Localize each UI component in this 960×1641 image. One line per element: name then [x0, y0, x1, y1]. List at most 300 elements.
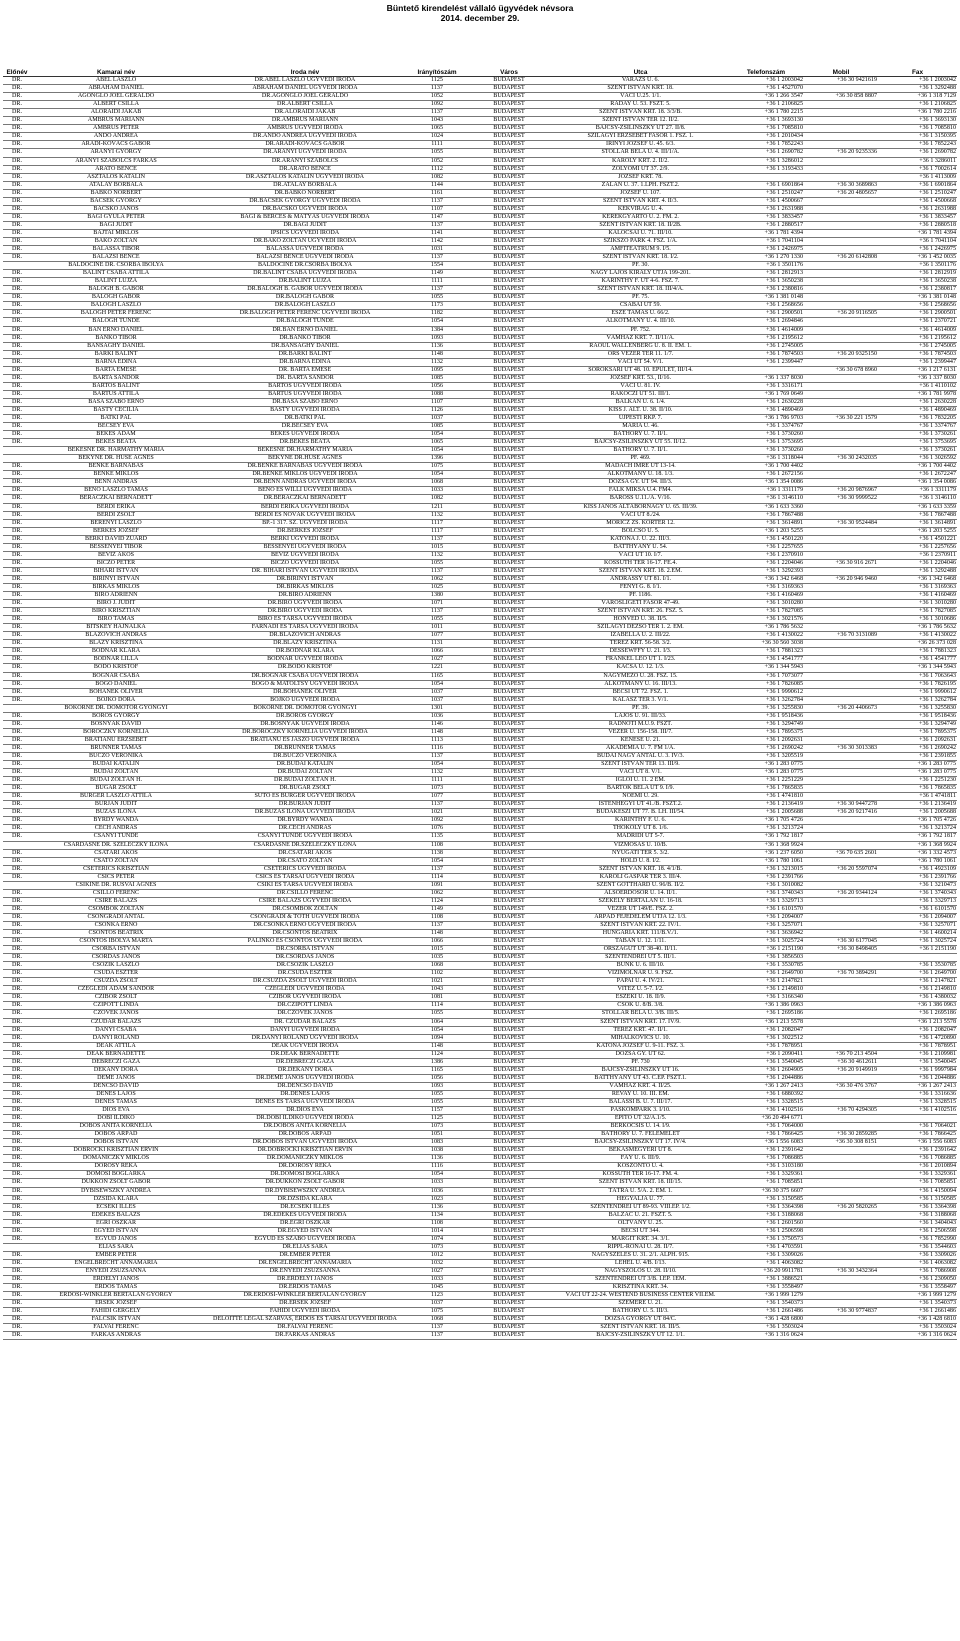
cell-city: BUDAPEST [465, 278, 553, 286]
cell-phone: +36 1 3309026 [728, 1251, 804, 1259]
cell-city: BUDAPEST [465, 1308, 553, 1316]
cell-chamber-name: BANKÓ TIBOR [31, 334, 201, 342]
cell-city: BUDAPEST [465, 1259, 553, 1267]
table-row [3, 1058, 957, 1066]
cell-chamber-name: BUDAI ZOLTÁN [31, 769, 201, 777]
table-row [3, 133, 957, 141]
cell-mobile: +36 30 3689863 [804, 181, 878, 189]
table-row [3, 704, 957, 712]
cell-phone: +36 1 3329361 [728, 1171, 804, 1179]
cell-phone: +36 1 213 5578 [728, 1018, 804, 1026]
cell-chamber-name: AMBRUS PÉTER [31, 125, 201, 133]
cell-fax: +36 1 4614009 [878, 326, 957, 334]
cell-chamber-name: BEVIZ ÁKOS [31, 551, 201, 559]
cell-fax: +36 1 3329361 [878, 1171, 957, 1179]
cell-fax: +36 1 3730261 [878, 431, 957, 439]
table-row [3, 109, 957, 117]
cell-mobile [804, 221, 878, 229]
cell-phone: +36 1 270 1330 [728, 254, 804, 262]
table-row [3, 173, 957, 181]
cell-postal-code: 1107 [409, 398, 465, 406]
cell-office-name: BODNÁR ÜGYVÉDI IRODA [201, 656, 409, 664]
cell-fax: +36 1 2695186 [878, 1010, 957, 1018]
cell-street: NAGYMEZŐ U. 28. FSZ. 15. [553, 672, 728, 680]
cell-fax: +36 1 3530785 [878, 962, 957, 970]
cell-mobile [804, 213, 878, 221]
cell-prefix: DR. [3, 1187, 31, 1195]
cell-office-name: DR.BALOGH TÜNDE [201, 318, 409, 326]
cell-fax: +36 1 2649700 [878, 970, 957, 978]
cell-fax: +36 1 7002614 [878, 165, 957, 173]
cell-street: VÁMHÁZ KRT. 4. II/25. [553, 1082, 728, 1090]
cell-chamber-name: BEKES BEÁTA [31, 439, 201, 447]
cell-postal-code: 1074 [409, 1235, 465, 1243]
cell-office-name: DR.BÍRÓ ÜGYVÉDI IRODA [201, 608, 409, 616]
cell-city: BUDAPEST [465, 624, 553, 632]
cell-office-name: BEVIZ ÜGYVÉDI IRODA [201, 551, 409, 559]
cell-chamber-name: DANYI CSABA [31, 1026, 201, 1034]
table-row [3, 600, 957, 608]
table-row [3, 1090, 957, 1098]
cell-office-name: DR.AGONGLO JOEL GÉRALDO [201, 93, 409, 101]
cell-mobile [804, 1227, 878, 1235]
cell-fax: +36 1 3292488 [878, 567, 957, 575]
cell-city: BUDAPEST [465, 744, 553, 752]
cell-chamber-name: ÉLIÁS SÁRA [31, 1243, 201, 1251]
cell-phone: +36 1 2391766 [728, 873, 804, 881]
cell-prefix: DR. [3, 1058, 31, 1066]
cell-postal-code: 1137 [409, 197, 465, 205]
cell-chamber-name: BACSEK GYÖRGY [31, 197, 201, 205]
cell-street: ORSZÁGÚT ÚT 38-40. II/11. [553, 946, 728, 954]
table-row [3, 777, 957, 785]
cell-phone: +36 20 494 6771 [728, 1115, 804, 1123]
cell-phone: +36 1 3329713 [728, 897, 804, 905]
cell-phone: +36 30 560 3038 [728, 640, 804, 648]
cell-postal-code: 1137 [409, 608, 465, 616]
table-row [3, 575, 957, 583]
cell-prefix: DR. [3, 728, 31, 736]
cell-postal-code: 1137 [409, 221, 465, 229]
cell-street: VÁMHÁZ KRT. 7. II/11/A. [553, 334, 728, 342]
cell-prefix: DR. [3, 1034, 31, 1042]
table-row [3, 664, 957, 672]
table-row [3, 1284, 957, 1292]
cell-phone: +36 1 7041104 [728, 237, 804, 245]
cell-street: OLTVÁNY U. 25. [553, 1219, 728, 1227]
cell-postal-code: 1137 [409, 286, 465, 294]
cell-office-name: BOKORNÉ DR. DÖMÖTÖR GYÖNGYI [201, 704, 409, 712]
cell-city: BUDAPEST [465, 431, 553, 439]
table-row [3, 688, 957, 696]
cell-chamber-name: BÉRDI ERIKA [31, 503, 201, 511]
cell-street: TÁTRA U. 5/A. 2. EM. 1. [553, 1187, 728, 1195]
cell-street: SZÉKELY BERTALAN U. 16-18. [553, 897, 728, 905]
cell-fax: +36 1 3311179 [878, 487, 957, 495]
cell-chamber-name: BOGÓ DÁNIEL [31, 680, 201, 688]
table-row [3, 1179, 957, 1187]
cell-prefix: DR. [3, 1219, 31, 1227]
cell-phone: +36 1 3856503 [728, 954, 804, 962]
cell-postal-code: 1107 [409, 205, 465, 213]
cell-postal-code: 1035 [409, 954, 465, 962]
table-row [3, 334, 957, 342]
cell-mobile: +36 30 221 1579 [804, 415, 878, 423]
cell-prefix: DR. [3, 680, 31, 688]
cell-street: PF. 39. [553, 704, 728, 712]
cell-fax: +36 1 3540045 [878, 1058, 957, 1066]
cell-postal-code: 1038 [409, 1147, 465, 1155]
cell-postal-code: 1045 [409, 1284, 465, 1292]
cell-phone: +36 1 2601560 [728, 1219, 804, 1227]
cell-office-name: DR.CSÓZIK LÁSZLÓ [201, 962, 409, 970]
attorney-table [3, 69, 957, 1340]
header-postal-code: Irányítószám [409, 69, 465, 77]
cell-phone: +36 1 2604905 [728, 1066, 804, 1074]
cell-chamber-name: BÍRÓ ADRIENN [31, 592, 201, 600]
cell-office-name: DR.BUDAI ZOLTÁN H. [201, 777, 409, 785]
table-row [3, 511, 957, 519]
cell-phone: +36 1 316 0624 [728, 1332, 804, 1340]
document-date: 2014. december 29. [440, 13, 520, 23]
cell-mobile: +36 20 4805657 [804, 189, 878, 197]
cell-prefix: DR. [3, 125, 31, 133]
cell-postal-code: 1136 [409, 1203, 465, 1211]
cell-postal-code: 1554 [409, 262, 465, 270]
cell-prefix: DR. [3, 1324, 31, 1332]
cell-phone: +36 1 3374767 [728, 423, 804, 431]
cell-fax: +36 1 344 5943 [878, 664, 957, 672]
cell-phone: +36 1 3193433 [728, 165, 804, 173]
cell-city: BUDAPEST [465, 1267, 553, 1275]
cell-postal-code: 1132 [409, 358, 465, 366]
cell-phone: +36 1 4160469 [728, 592, 804, 600]
cell-street: ESZÉKI U. 18. II/9. [553, 994, 728, 1002]
cell-chamber-name: DEÁK BERNADETTE [31, 1050, 201, 1058]
cell-fax: +36 1 3730261 [878, 447, 957, 455]
cell-mobile [804, 567, 878, 575]
table-row [3, 149, 957, 157]
table-row [3, 913, 957, 921]
cell-postal-code: 1055 [409, 616, 465, 624]
cell-phone: +36 1 3294749 [728, 720, 804, 728]
cell-office-name: DR.EDEKÉS ÜGYVÉDI IRODA [201, 1211, 409, 1219]
cell-postal-code: 1386 [409, 1058, 465, 1066]
cell-fax: +36 1 700 4402 [878, 463, 957, 471]
cell-office-name: DR.BACSEK GYÖRGY ÜGYVÉDI IRODA [201, 197, 409, 205]
table-row [3, 77, 957, 85]
table-row [3, 141, 957, 149]
cell-city: BUDAPEST [465, 1042, 553, 1050]
cell-street: JÓZSEF U. 107. [553, 189, 728, 197]
cell-mobile [804, 133, 878, 141]
cell-mobile: +36 20 5597074 [804, 865, 878, 873]
cell-street: RADNÓTI M.U.9. FSZT. [553, 720, 728, 728]
cell-city: BUDAPEST [465, 149, 553, 157]
header-phone: Telefonszám [728, 69, 804, 77]
cell-office-name: DR.DÖMÖSI BOGLÁRKA [201, 1171, 409, 1179]
cell-prefix: DR. [3, 986, 31, 994]
cell-fax: +36 1 4063082 [878, 1259, 957, 1267]
cell-postal-code: 1108 [409, 841, 465, 849]
cell-street: SZENT ISTVÁN KRT. 18. 3/3/B. [553, 109, 728, 117]
cell-fax: +36 1 7827085 [878, 608, 957, 616]
cell-phone: +36 1 3614891 [728, 519, 804, 527]
cell-prefix: DR. [3, 1115, 31, 1123]
cell-street: VÁCI U. 81. IV. [553, 382, 728, 390]
cell-phone: +36 1 3740343 [728, 889, 804, 897]
table-body [3, 77, 957, 1340]
cell-postal-code: 1071 [409, 600, 465, 608]
cell-phone: +36 1 3311179 [728, 487, 804, 495]
cell-city: BUDAPEST [465, 640, 553, 648]
table-row [3, 962, 957, 970]
cell-chamber-name: BENKE BARNABÁS [31, 463, 201, 471]
cell-chamber-name: CZIBOR ZSOLT [31, 994, 201, 1002]
cell-street: KRISZTINA KRT. 34. [553, 1284, 728, 1292]
cell-fax: +36 1 3257071 [878, 921, 957, 929]
cell-postal-code: 1136 [409, 1155, 465, 1163]
cell-street: CSABAI ÚT 59. [553, 302, 728, 310]
cell-mobile [804, 962, 878, 970]
cell-mobile [804, 527, 878, 535]
cell-mobile [804, 913, 878, 921]
table-row [3, 1251, 957, 1259]
cell-office-name: DR.ARADI-KOVÁCS GÁBOR [201, 141, 409, 149]
cell-fax: +36 1 4150094 [878, 1187, 957, 1195]
cell-phone: +36 1 3730260 [728, 431, 804, 439]
table-row [3, 487, 957, 495]
cell-fax: +36 1 3188068 [878, 1211, 957, 1219]
cell-city: BUDAPEST [465, 1074, 553, 1082]
cell-office-name: DR.CSATÓ ZOLTÁN [201, 857, 409, 865]
cell-fax: +36 1 7085810 [878, 125, 957, 133]
cell-city: BUDAPEST [465, 575, 553, 583]
table-row [3, 221, 957, 229]
cell-office-name: BOJKÓ ÜGYVÉDI IRODA [201, 696, 409, 704]
cell-phone: +36 1 3501176 [728, 262, 804, 270]
cell-mobile [804, 270, 878, 278]
cell-prefix: DR. [3, 962, 31, 970]
cell-mobile [804, 873, 878, 881]
cell-postal-code: 1131 [409, 640, 465, 648]
cell-street: BATTHYÁNY ÚT 43. C.ÉP. FSZT.1. [553, 1074, 728, 1082]
cell-chamber-name: BITSKEY HAJNALKA [31, 624, 201, 632]
table-row [3, 857, 957, 865]
cell-office-name: DR.BUDAI KATALIN [201, 761, 409, 769]
cell-fax: +36 1 3833457 [878, 213, 957, 221]
cell-mobile: +36 70 3131089 [804, 632, 878, 640]
table-row [3, 189, 957, 197]
cell-office-name: CZEGLÉDI ÜGYVÉDI IRODA [201, 986, 409, 994]
cell-postal-code: 1221 [409, 664, 465, 672]
cell-postal-code: 1014 [409, 1227, 465, 1235]
cell-fax: +36 1 3740343 [878, 889, 957, 897]
cell-fax: +36 1 368 9924 [878, 841, 957, 849]
cell-phone: +36 1 780 1061 [728, 857, 804, 865]
cell-phone: +36 1 237 6050 [728, 849, 804, 857]
cell-street: PF. 75. [553, 294, 728, 302]
cell-phone: +36 1 2257655 [728, 543, 804, 551]
cell-chamber-name: DIÓS ÉVA [31, 1107, 201, 1115]
cell-prefix: DR. [3, 398, 31, 406]
cell-chamber-name: BUCZÓ VERONIKA [31, 752, 201, 760]
cell-chamber-name: CSORBA ISTVÁN [31, 946, 201, 954]
cell-prefix: DR. [3, 889, 31, 897]
cell-office-name: DR.BÍRÓ ADRIENN [201, 592, 409, 600]
cell-postal-code: 1113 [409, 736, 465, 744]
cell-postal-code: 1124 [409, 897, 465, 905]
cell-street: BUDAI NAGY ANTAL U. 3. IV/3. [553, 752, 728, 760]
cell-prefix: DR. [3, 278, 31, 286]
cell-chamber-name: CSUZDA ZSOLT [31, 978, 201, 986]
cell-postal-code: 1137 [409, 865, 465, 873]
cell-mobile [804, 769, 878, 777]
cell-phone: +36 1 780 2215 [728, 109, 804, 117]
cell-city: BUDAPEST [465, 1324, 553, 1332]
cell-phone: +36 1 705 4726 [728, 817, 804, 825]
cell-postal-code: 1138 [409, 849, 465, 857]
cell-chamber-name: BARTA EMESE [31, 366, 201, 374]
table-row [3, 1243, 957, 1251]
cell-chamber-name: ERDŐS TAMÁS [31, 1284, 201, 1292]
cell-mobile [804, 382, 878, 390]
cell-city: BUDAPEST [465, 913, 553, 921]
cell-prefix: DR. [3, 672, 31, 680]
cell-phone: +36 30 375 6607 [728, 1187, 804, 1195]
cell-mobile [804, 1115, 878, 1123]
cell-phone: +36 1 4130022 [728, 632, 804, 640]
cell-city: BUDAPEST [465, 672, 553, 680]
cell-city: BUDAPEST [465, 1332, 553, 1340]
cell-street: SZENT GOTTHÁRD U. 96/B. II/2. [553, 881, 728, 889]
cell-chamber-name: DEBRECZI GÁZA [31, 1058, 201, 1066]
table-row [3, 1300, 957, 1308]
cell-street: RÁKÓCZI ÚT 51. III/1. [553, 390, 728, 398]
cell-postal-code: 1108 [409, 913, 465, 921]
cell-mobile: +36 30 916 2671 [804, 559, 878, 567]
cell-city: BUDAPEST [465, 1155, 553, 1163]
cell-mobile [804, 1171, 878, 1179]
cell-phone: +36 1 2649700 [728, 970, 804, 978]
cell-city: BUDAPEST [465, 1284, 553, 1292]
cell-street: KALÁSZ TÉR 3. V/1. [553, 696, 728, 704]
cell-street: SZEMERE U. 21. [553, 1300, 728, 1308]
cell-city: BUDAPEST [465, 133, 553, 141]
cell-postal-code: 1085 [409, 374, 465, 382]
table-row [3, 551, 957, 559]
cell-chamber-name: AMBRUS MARIANN [31, 117, 201, 125]
cell-postal-code: 1052 [409, 93, 465, 101]
cell-street: KALOCSAI U. 71. III/10. [553, 229, 728, 237]
cell-postal-code: 1301 [409, 704, 465, 712]
cell-street: SZENT ISTVÁN KRT. 18. I/2. [553, 254, 728, 262]
cell-prefix: DR. [3, 1002, 31, 1010]
cell-phone: +36 1 9518436 [728, 712, 804, 720]
cell-mobile [804, 1090, 878, 1098]
cell-mobile: +36 20 9876967 [804, 487, 878, 495]
cell-postal-code: 1021 [409, 809, 465, 817]
cell-chamber-name: BARTA SÁNDOR [31, 374, 201, 382]
cell-mobile [804, 551, 878, 559]
cell-fax: +36 1 786 5632 [878, 624, 957, 632]
cell-city: BUDAPEST [465, 479, 553, 487]
table-row [3, 535, 957, 543]
cell-fax: +36 1 2661486 [878, 1308, 957, 1316]
cell-city: BUDAPEST [465, 1058, 553, 1066]
cell-mobile [804, 302, 878, 310]
cell-prefix: DR. [3, 994, 31, 1002]
cell-prefix: DR. [3, 1300, 31, 1308]
cell-city: BUDAPEST [465, 125, 553, 133]
table-row [3, 954, 957, 962]
cell-postal-code: 1032 [409, 1259, 465, 1267]
cell-city: BUDAPEST [465, 77, 553, 85]
cell-city: BUDAPEST [465, 777, 553, 785]
cell-postal-code: 1066 [409, 648, 465, 656]
table-row [3, 720, 957, 728]
cell-fax: +36 1 4130022 [878, 632, 957, 640]
table-row [3, 865, 957, 873]
cell-prefix: DR. [3, 584, 31, 592]
cell-street: SZIKSZÓ PARK 4. FSZ. 1/A. [553, 237, 728, 245]
cell-street: BATTHYÁNY U. 54. [553, 543, 728, 551]
cell-street: BUNK U. 6. III/10. [553, 962, 728, 970]
cell-prefix: DR. [3, 1010, 31, 1018]
cell-chamber-name: DÉNES LAJOS [31, 1090, 201, 1098]
cell-fax: +36 1 792 1817 [878, 833, 957, 841]
cell-postal-code: 1396 [409, 455, 465, 463]
cell-office-name: DR.BABKÓ NORBERT [201, 189, 409, 197]
cell-chamber-name: FARKAS ANDRÁS [31, 1332, 201, 1340]
cell-city: BUDAPEST [465, 342, 553, 350]
cell-postal-code: 1064 [409, 1018, 465, 1026]
cell-mobile [804, 1292, 878, 1300]
cell-fax: +36 1 2812919 [878, 270, 957, 278]
cell-city: BUDAPEST [465, 1082, 553, 1090]
cell-mobile [804, 728, 878, 736]
cell-chamber-name: EGYED ISTVÁN [31, 1227, 201, 1235]
table-row [3, 1259, 957, 1267]
cell-office-name: DR.BOROS GYÖRGY [201, 712, 409, 720]
cell-prefix: DR. [3, 326, 31, 334]
cell-office-name: DR. BIHARI ISTVÁN ÜGYVÉDI IRODA [201, 567, 409, 575]
cell-office-name: DR.FALVAI FERENC [201, 1324, 409, 1332]
cell-office-name: BÉKÉSNÉ DR.HARMATHY MÁRIA [201, 447, 409, 455]
cell-postal-code: 1073 [409, 1243, 465, 1251]
cell-prefix: DR. [3, 640, 31, 648]
cell-chamber-name: DOBI ILDIKÓ [31, 1115, 201, 1123]
cell-street: SZENT ISTVÁN KRT. 18. [553, 85, 728, 93]
cell-fax: +36 1 3292488 [878, 85, 957, 93]
cell-office-name: EGYÜD ÉS SZABÓ ÜGYVÉDI IRODA [201, 1235, 409, 1243]
cell-mobile [804, 246, 878, 254]
cell-street: KARINTHY F. ÚT 4-6. FSZ. 7. [553, 278, 728, 286]
cell-street: MADRIDI ÚT 5-7. [553, 833, 728, 841]
cell-street: KATONA JÓZSEF U. 9-11. FSZ. 3. [553, 1042, 728, 1050]
cell-chamber-name: BÖRÖCZKY KORNÉLIA [31, 728, 201, 736]
cell-postal-code: 1051 [409, 1131, 465, 1139]
cell-phone: +36 1 3255830 [728, 704, 804, 712]
cell-office-name: DR.BÁLINT CSABA ÜGYVÉDI IRODA [201, 270, 409, 278]
cell-office-name: CSIKI ÉS TÁRSA ÜGYVÉDI IRODA [201, 881, 409, 889]
cell-phone: +36 1 7073077 [728, 672, 804, 680]
cell-postal-code: 1054 [409, 680, 465, 688]
table-row [3, 1171, 957, 1179]
cell-street: SZENT ISTVÁN TÉR 12. II/2. [553, 117, 728, 125]
cell-mobile [804, 1195, 878, 1203]
cell-prefix: DR. [3, 213, 31, 221]
